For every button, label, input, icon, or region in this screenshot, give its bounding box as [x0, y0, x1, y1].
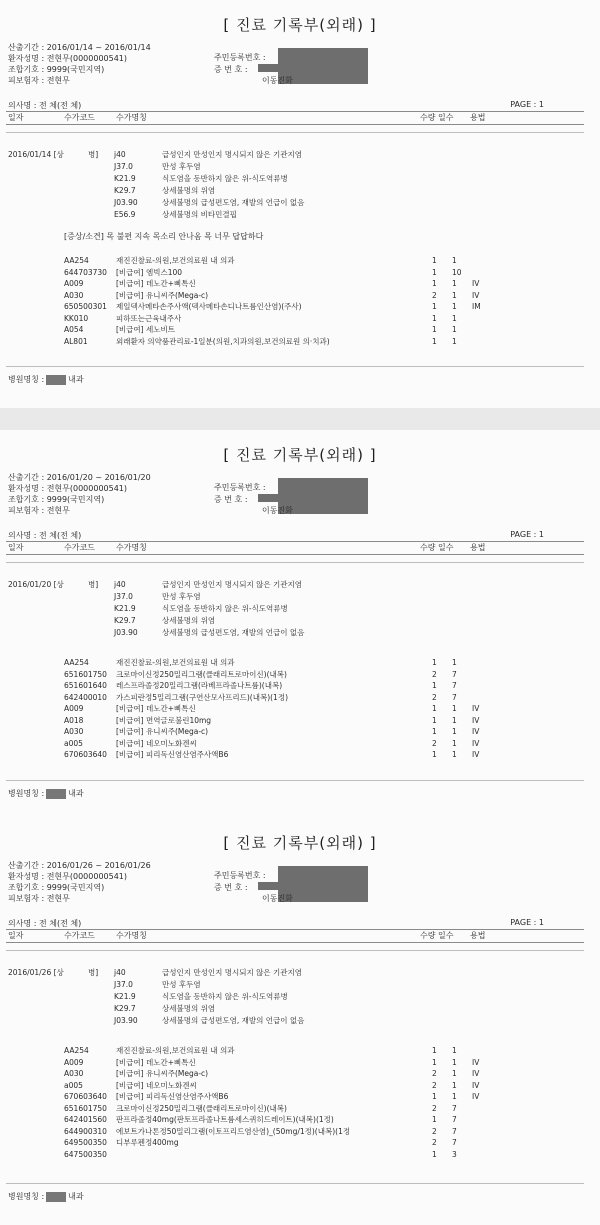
item-name: [비급여] 네오미노화겐씨: [116, 738, 197, 748]
record-page: [0, 430, 600, 822]
redaction-block: [258, 494, 288, 502]
redaction-block: [46, 375, 66, 385]
diagnosis-name: 급성인지 만성인지 명시되지 않은 기관지염: [162, 580, 302, 589]
item-qty: 1: [432, 1046, 437, 1055]
item-days: 1: [452, 290, 457, 300]
cert-label: 증 번 호 :: [214, 65, 248, 74]
document-title: [ 진료 기록부(외래) ]: [223, 834, 377, 852]
hospital-name-label: 병원명칭 :: [8, 1192, 45, 1201]
redaction-block: [258, 882, 288, 890]
col-route-header: 용법: [470, 931, 486, 940]
item-code: 650500301: [64, 302, 107, 311]
item-days: 1: [452, 738, 457, 748]
item-qty: 1: [432, 1057, 437, 1067]
diagnosis-code: J37.0: [114, 980, 133, 989]
ssn-label: 주민등록번호 :: [214, 483, 266, 492]
redaction-block: [46, 789, 66, 799]
item-name: 재진진찰료-의원,보건의료원 내 의과: [116, 658, 235, 667]
item-route: IV: [472, 704, 480, 713]
page-number: PAGE : 1: [510, 918, 544, 927]
item-route: IV: [472, 750, 480, 759]
item-code: 670603640: [64, 1092, 107, 1101]
item-days: 1: [452, 256, 457, 265]
diagnosis-code: j40: [114, 150, 126, 159]
item-qty: 2: [432, 669, 437, 679]
item-qty: 2: [432, 1080, 437, 1090]
item-route: IV: [472, 738, 480, 748]
diagnosis-name: 상세불명의 비타민결핍: [162, 210, 237, 219]
item-name: 디부루펜정400mg: [116, 1138, 179, 1147]
item-route: IV: [472, 715, 480, 725]
item-name: [비급여] 세노비트: [116, 325, 175, 334]
item-name: 가스피란정5밀리그램(구연산모사프리드)(내복)(1정): [116, 692, 288, 702]
cert-label: 증 번 호 :: [214, 883, 248, 892]
hospital-contact: 이동진화: [262, 894, 293, 903]
item-route: IV: [472, 1057, 480, 1067]
item-days: 1: [452, 313, 457, 323]
diagnosis-code: E56.9: [114, 210, 136, 219]
item-route: IV: [472, 1069, 480, 1078]
diagnosis-code: J03.90: [114, 198, 138, 207]
item-name: [비급여] 유니씨주(Mega-c): [116, 1069, 209, 1078]
item-qty: 1: [432, 279, 437, 288]
doctor-label: 의사명 : 전 체(전 체): [8, 101, 82, 110]
diagnosis-name: 상세불명의 위염: [162, 186, 216, 195]
diagnosis-name: 식도염을 동반하지 않은 위-식도역류병: [162, 604, 288, 613]
diagnosis-name: 만성 후두염: [162, 162, 201, 171]
cert-label: 증 번 호 :: [214, 495, 248, 504]
item-route: IV: [472, 1092, 480, 1101]
item-qty: 1: [432, 256, 437, 265]
ssn-label: 주민등록번호 :: [214, 53, 266, 62]
item-days: 1: [452, 727, 457, 736]
diagnosis-label: 병]: [88, 968, 99, 977]
doctor-label: 의사명 : 전 체(전 체): [8, 919, 82, 928]
item-name: [비급여] 피리독신염산염주사액B6: [116, 750, 229, 759]
item-days: 7: [452, 669, 457, 679]
item-name: 외래환자 의약품관리료-1일분(의원,치과의원,보건의료원 의·치과): [116, 336, 330, 346]
item-name: 재진진찰료-의원,보건의료원 내 의과: [116, 256, 235, 265]
visit-date: 2016/01/26 [상: [8, 968, 64, 977]
diagnosis-code: K21.9: [114, 992, 136, 1001]
item-code: A030: [64, 1069, 84, 1078]
diagnosis-code: K29.7: [114, 616, 136, 625]
item-code: 651601750: [64, 669, 107, 679]
footer-divider: [6, 1183, 584, 1184]
header-divider: [6, 562, 584, 563]
item-name: [비급여] 유니씨주(Mega-c): [116, 290, 209, 300]
page-number: PAGE : 1: [510, 530, 544, 539]
item-qty: 1: [432, 313, 437, 323]
item-name: [비급여] 유니씨주(Mega-c): [116, 727, 209, 736]
item-qty: 2: [432, 1103, 437, 1113]
item-days: 1: [452, 1057, 457, 1067]
item-route: IV: [472, 279, 480, 288]
item-code: 651601640: [64, 681, 107, 690]
item-days: 1: [452, 1046, 457, 1055]
visit-date: 2016/01/20 [상: [8, 580, 64, 589]
insured-label: 피보험자 : 전현무: [8, 76, 70, 85]
item-code: AA254: [64, 1046, 89, 1055]
diagnosis-name: 식도염을 동반하지 않은 위-식도역류병: [162, 174, 288, 183]
item-days: 7: [452, 1103, 457, 1113]
item-code: 651601750: [64, 1103, 107, 1113]
item-name: 제일덱사메타손주사액(덱사메타손디나트륨인산염)(주사): [116, 302, 302, 311]
redaction-block: [46, 1192, 66, 1202]
item-code: AA254: [64, 658, 89, 667]
item-days: 1: [452, 750, 457, 759]
diagnosis-label: 병]: [88, 150, 99, 159]
item-name: 재진진찰료-의원,보건의료원 내 의과: [116, 1046, 235, 1055]
hospital-dept: 내과: [68, 1192, 84, 1201]
col-route-header: 용법: [470, 113, 486, 122]
insurer-label: 조합기호 : 9999(국민지역): [8, 65, 105, 74]
diagnosis-code: J03.90: [114, 628, 138, 637]
item-name: 크로마이신정250밀리그램(클래리트로마이신)(내복): [116, 669, 287, 679]
item-qty: 1: [432, 658, 437, 667]
item-days: 1: [452, 279, 457, 288]
page-number: PAGE : 1: [510, 100, 544, 109]
diagnosis-name: 상세불명의 급성편도염, 재발의 언급이 없음: [162, 198, 305, 207]
diagnosis-code: J37.0: [114, 592, 133, 601]
header-divider: [6, 124, 584, 125]
item-qty: 1: [432, 1115, 437, 1124]
diagnosis-code: K29.7: [114, 186, 136, 195]
item-days: 1: [452, 302, 457, 311]
item-name: 크로마이신정250밀리그램(클래리트로마이신)(내복): [116, 1103, 287, 1113]
item-days: 7: [452, 681, 457, 690]
diagnosis-name: 상세불명의 위염: [162, 616, 216, 625]
item-code: 647500350: [64, 1149, 107, 1159]
item-code: A018: [64, 715, 84, 725]
hospital-contact: 이동진화: [262, 76, 293, 85]
hospital-contact: 이동진화: [262, 506, 293, 515]
doctor-label: 의사명 : 전 체(전 체): [8, 531, 82, 540]
item-name: [비급여] 네오미노화겐씨: [116, 1080, 197, 1090]
period-label: 산출기간 : 2016/01/20 ~ 2016/01/20: [8, 473, 151, 482]
header-divider: [6, 554, 584, 555]
item-route: IV: [472, 727, 480, 736]
item-code: A030: [64, 290, 84, 300]
item-name: [비급여] 데노간+삐톡신: [116, 704, 196, 713]
item-qty: 1: [432, 336, 437, 346]
item-name: [비급여] 면역글로불린10mg: [116, 715, 212, 725]
item-qty: 2: [432, 1138, 437, 1147]
item-days: 7: [452, 692, 457, 702]
insurer-label: 조합기호 : 9999(국민지역): [8, 495, 105, 504]
item-days: 1: [452, 1069, 457, 1078]
hospital-name-label: 병원명칭 :: [8, 375, 45, 384]
item-days: 7: [452, 1115, 457, 1124]
document-title: [ 진료 기록부(외래) ]: [223, 16, 377, 34]
diagnosis-name: 급성인지 만성인지 명시되지 않은 기관지염: [162, 150, 302, 159]
item-name: [비급여] 피리독신염산염주사액B6: [116, 1092, 229, 1101]
diagnosis-code: K29.7: [114, 1004, 136, 1013]
col-qty-header: 수량 일수: [420, 543, 454, 552]
item-days: 10: [452, 267, 462, 277]
item-name: 피하또는근육내주사: [116, 313, 182, 323]
hospital-dept: 내과: [68, 789, 84, 798]
record-page: [0, 0, 600, 408]
item-code: A009: [64, 1057, 84, 1067]
symptom-note: [증상/소견] 목 불편 지속 목소리 안나옴 목 너무 답답하다: [64, 232, 264, 241]
item-qty: 1: [432, 267, 437, 277]
patient-label: 환자성명 : 전현무(0000000541): [8, 54, 128, 63]
insured-label: 피보험자 : 전현무: [8, 506, 70, 515]
item-qty: 1: [432, 715, 437, 725]
item-days: 1: [452, 658, 457, 667]
item-qty: 1: [432, 704, 437, 713]
document-title: [ 진료 기록부(외래) ]: [223, 446, 377, 464]
period-label: 산출기간 : 2016/01/26 ~ 2016/01/26: [8, 861, 151, 870]
diagnosis-code: J03.90: [114, 1016, 138, 1025]
col-date-header: 일자: [8, 113, 24, 122]
item-code: A009: [64, 279, 84, 288]
header-divider: [6, 942, 584, 943]
item-qty: 2: [432, 738, 437, 748]
item-code: AL801: [64, 336, 88, 346]
diagnosis-code: j40: [114, 580, 126, 589]
diagnosis-code: j40: [114, 968, 126, 977]
item-code: KK010: [64, 313, 89, 323]
item-qty: 2: [432, 1069, 437, 1078]
item-qty: 1: [432, 1149, 437, 1159]
hospital-name: [8, 1191, 84, 1202]
item-qty: 1: [432, 727, 437, 736]
col-name-header: 수가명칭: [116, 113, 147, 122]
item-days: 1: [452, 336, 457, 346]
col-name-header: 수가명칭: [116, 931, 147, 940]
item-code: AA254: [64, 256, 89, 265]
item-qty: 2: [432, 290, 437, 300]
item-name: 레스프라졸정20밀리그램(라베프라졸나트륨)(내복): [116, 681, 283, 690]
item-qty: 1: [432, 302, 437, 311]
item-days: 7: [452, 1138, 457, 1147]
item-qty: 1: [432, 1092, 437, 1101]
col-code-header: 수가코드: [64, 113, 95, 122]
item-name: [비급여] 데노간+삐톡신: [116, 1057, 196, 1067]
item-code: 644900310: [64, 1126, 107, 1136]
footer-divider: [6, 366, 584, 367]
ssn-label: 주민등록번호 :: [214, 871, 266, 880]
redaction-block: [258, 64, 288, 72]
item-qty: 2: [432, 1126, 437, 1136]
col-qty-header: 수량 일수: [420, 113, 454, 122]
diagnosis-name: 만성 후두염: [162, 592, 201, 601]
diagnosis-name: 급성인지 만성인지 명시되지 않은 기관지염: [162, 968, 302, 977]
patient-label: 환자성명 : 전현무(0000000541): [8, 484, 128, 493]
item-code: A009: [64, 704, 84, 713]
record-page: [0, 818, 600, 1225]
diagnosis-code: K21.9: [114, 604, 136, 613]
diagnosis-code: K21.9: [114, 174, 136, 183]
col-date-header: 일자: [8, 931, 24, 940]
item-code: A054: [64, 325, 84, 334]
insured-label: 피보험자 : 전현무: [8, 894, 70, 903]
insurer-label: 조합기호 : 9999(국민지역): [8, 883, 105, 892]
diagnosis-name: 만성 후두염: [162, 980, 201, 989]
item-code: 642400010: [64, 692, 107, 702]
item-route: IV: [472, 290, 480, 300]
hospital-name-label: 병원명칭 :: [8, 789, 45, 798]
header-divider: [6, 950, 584, 951]
item-name: [비급여] 엠빅스100: [116, 267, 183, 277]
col-route-header: 용법: [470, 543, 486, 552]
item-route: IV: [472, 1080, 480, 1090]
hospital-dept: 내과: [68, 375, 84, 384]
item-code: 670603640: [64, 750, 107, 759]
item-code: 642401560: [64, 1115, 107, 1124]
item-days: 1: [452, 704, 457, 713]
diagnosis-name: 식도염을 동반하지 않은 위-식도역류병: [162, 992, 288, 1001]
item-name: 판프라졸정40mg(판토프라졸나트륨세스퀴히드레이트)(내복)(1정): [116, 1115, 334, 1124]
col-qty-header: 수량 일수: [420, 931, 454, 940]
item-code: 644703730: [64, 267, 107, 277]
col-date-header: 일자: [8, 543, 24, 552]
visit-date: 2016/01/14 [상: [8, 150, 64, 159]
col-code-header: 수가코드: [64, 543, 95, 552]
footer-divider: [6, 780, 584, 781]
diagnosis-code: J37.0: [114, 162, 133, 171]
item-route: IM: [472, 302, 481, 311]
col-code-header: 수가코드: [64, 931, 95, 940]
item-code: A030: [64, 727, 84, 736]
item-code: a005: [64, 738, 83, 748]
diagnosis-label: 병]: [88, 580, 99, 589]
period-label: 산출기간 : 2016/01/14 ~ 2016/01/14: [8, 43, 151, 52]
item-qty: 1: [432, 750, 437, 759]
item-code: 649500350: [64, 1138, 107, 1147]
col-name-header: 수가명칭: [116, 543, 147, 552]
item-days: 1: [452, 1092, 457, 1101]
hospital-name: [8, 374, 84, 385]
header-divider: [6, 132, 584, 133]
item-qty: 1: [432, 325, 437, 334]
diagnosis-name: 상세불명의 위염: [162, 1004, 216, 1013]
item-name: 에보트가나톤정50밀리그램(이토프리드염산염)_(50mg/1정)(내복)(1정: [116, 1126, 351, 1136]
item-days: 3: [452, 1149, 457, 1159]
diagnosis-name: 상세불명의 급성편도염, 재발의 언급이 없음: [162, 1016, 305, 1025]
patient-label: 환자성명 : 전현무(0000000541): [8, 872, 128, 881]
item-qty: 2: [432, 692, 437, 702]
item-code: a005: [64, 1080, 83, 1090]
item-days: 7: [452, 1126, 457, 1136]
item-days: 1: [452, 1080, 457, 1090]
item-days: 1: [452, 715, 457, 725]
item-name: [비급여] 데노간+삐톡신: [116, 279, 196, 288]
diagnosis-name: 상세불명의 급성편도염, 재발의 언급이 없음: [162, 628, 305, 637]
item-days: 1: [452, 325, 457, 334]
hospital-name: [8, 788, 84, 799]
item-qty: 1: [432, 681, 437, 690]
